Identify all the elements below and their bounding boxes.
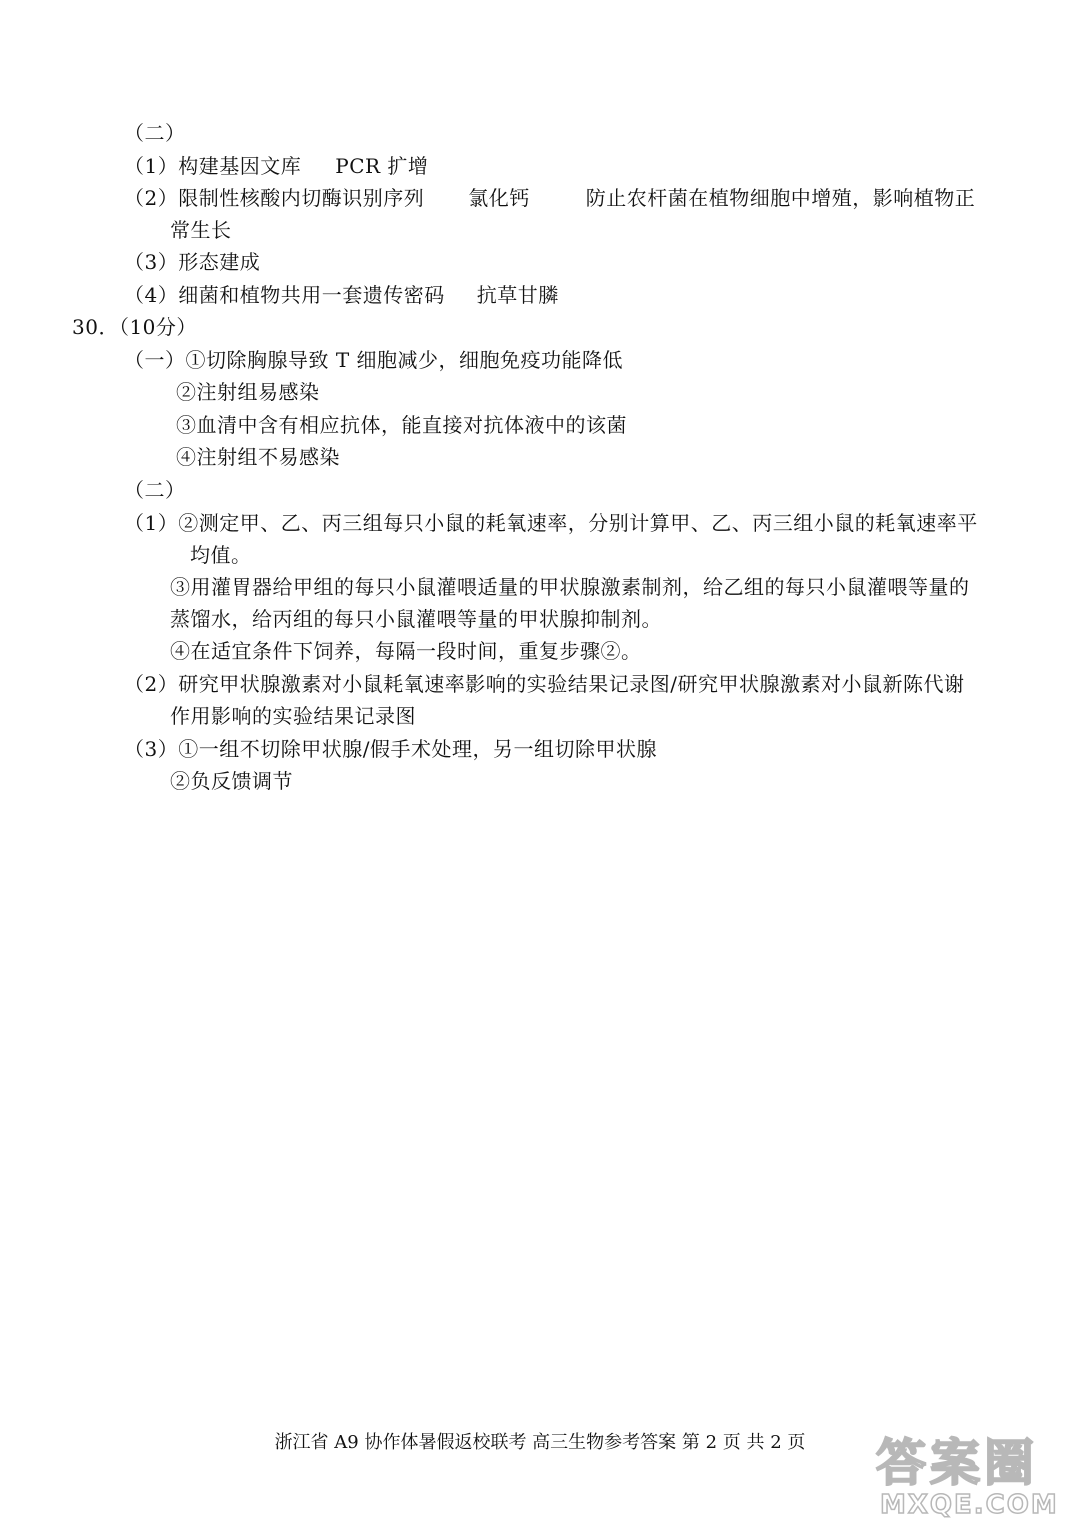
answer-line-continued: 常生长 xyxy=(170,218,232,242)
answer-line: ③血清中含有相应抗体，能直接对抗体液中的该菌 xyxy=(176,413,627,437)
watermark-site: MXQE.COM xyxy=(880,1490,1059,1520)
section-header: （二） xyxy=(124,121,186,145)
question-heading xyxy=(72,312,197,342)
answer-line: ④在适宜条件下饲养，每隔一段时间，重复步骤②。 xyxy=(170,639,642,663)
question-points: （10分） xyxy=(118,315,197,339)
answer-line: （3）形态建成 xyxy=(124,250,261,274)
answer-line: （2）研究甲状腺激素对小鼠耗氧速率影响的实验结果记录图/研究甲状腺激素对小鼠新陈代谢 xyxy=(124,672,965,696)
item-number: （2） xyxy=(124,186,179,210)
answer-line: ③用灌胃器给甲组的每只小鼠灌喂适量的甲状腺激素制剂，给乙组的每只小鼠灌喂等量的 xyxy=(170,575,970,599)
question-number: 30． xyxy=(72,315,119,339)
answer-line: （1）②测定甲、乙、丙三组每只小鼠的耗氧速率，分别计算甲、乙、丙三组小鼠的耗氧速率平 xyxy=(124,511,978,535)
item-number: （4） xyxy=(124,283,179,307)
answer-line: （一）①切除胸腺导致 T 细胞减少，细胞免疫功能降低 xyxy=(124,348,624,372)
page-footer: 浙江省 A9 协作体暑假返校联考 高三生物参考答案 第 2 页 共 2 页 xyxy=(274,1432,806,1453)
answer-line: ④注射组不易感染 xyxy=(176,445,340,469)
item-number: （1） xyxy=(124,511,179,535)
answer-line: （4）细菌和植物共用一套遗传密码 抗草甘膦 xyxy=(124,283,559,307)
item-number: （3） xyxy=(124,737,179,761)
answer-line-continued: 作用影响的实验结果记录图 xyxy=(170,704,416,728)
item-number: （2） xyxy=(124,672,179,696)
answer-line: （2）限制性核酸内切酶识别序列 氯化钙 防止农杆菌在植物细胞中增殖，影响植物正 xyxy=(124,186,976,210)
answer-line: （1）构建基因文库 PCR 扩增 xyxy=(124,154,429,178)
section-header: （二） xyxy=(124,478,186,502)
item-number: （1） xyxy=(124,154,179,178)
item-number: （3） xyxy=(124,250,179,274)
answer-line: （3）①一组不切除甲状腺/假手术处理，另一组切除甲状腺 xyxy=(124,737,657,761)
answer-line: ②负反馈调节 xyxy=(170,769,293,793)
answer-line-continued: 均值。 xyxy=(190,543,252,567)
watermark-glyphs-icon xyxy=(872,1432,1080,1492)
watermark-glyphs: 答案圈 xyxy=(876,1434,1038,1492)
answer-line-continued: 蒸馏水，给丙组的每只小鼠灌喂等量的甲状腺抑制剂。 xyxy=(170,607,662,631)
section-header: （一） xyxy=(124,348,186,372)
answer-line: ②注射组易感染 xyxy=(176,380,320,404)
watermark-logo xyxy=(872,1432,1080,1526)
